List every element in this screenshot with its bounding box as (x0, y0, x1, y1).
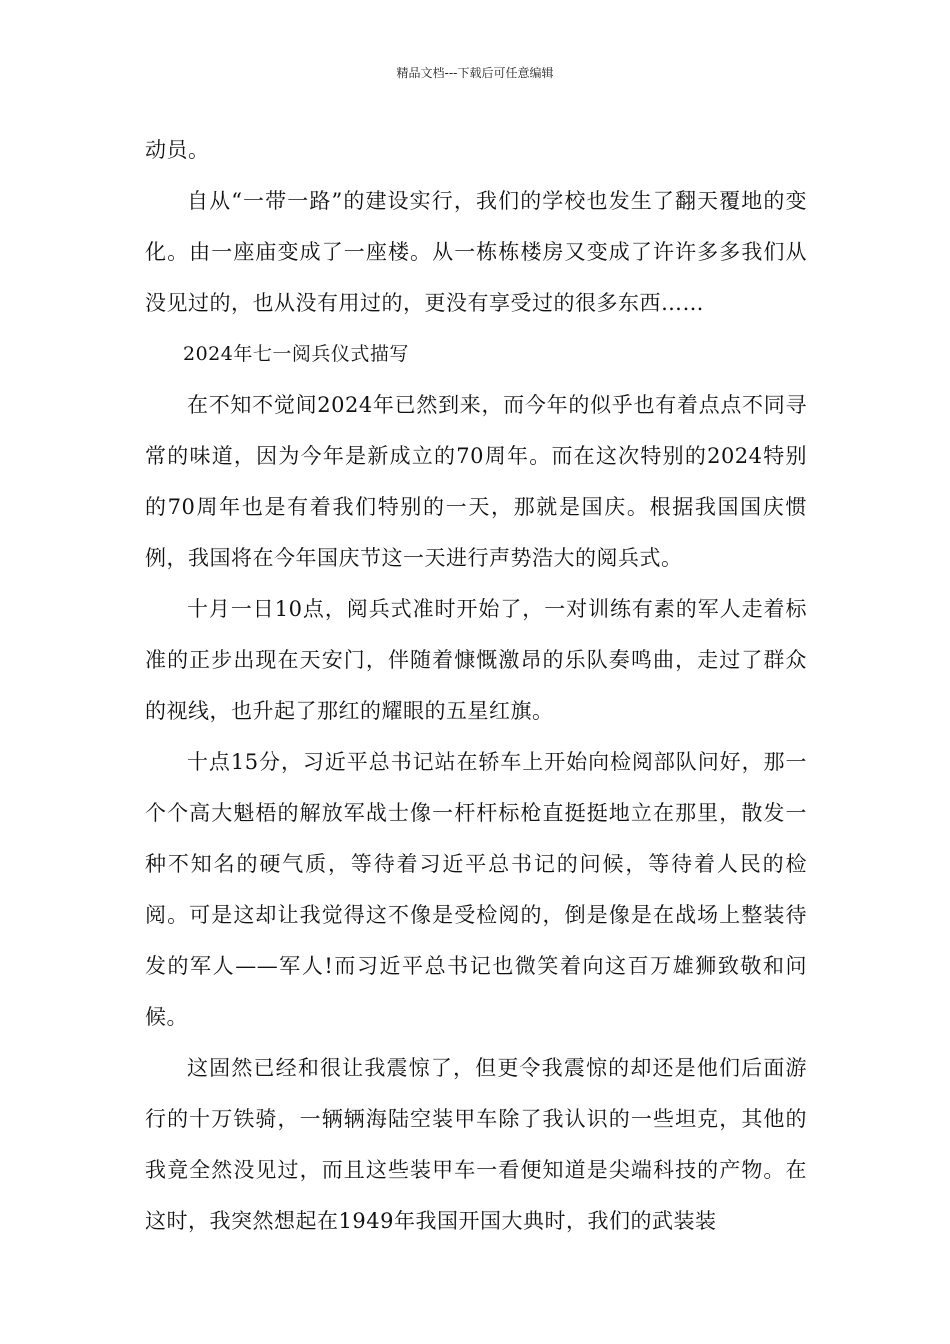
page-header: 精品文档---下载后可任意编辑 (396, 66, 554, 80)
paragraph-armored-vehicles: 这固然已经和很让我震惊了，但更令我震惊的却还是他们后面游行的十万铁骑，一辆辆海陆空装甲车除了我认识的一些坦克，其他的我竟全然没见过，而且这些装甲车一看便知道是尖端科技的产物。在这时，我突然想起在1949年我国开国大典时，我们的武装装 (145, 1056, 807, 1233)
paragraph-continuation: 动员。 (145, 138, 210, 162)
paragraph-inspection: 十点15分，习近平总书记站在轿车上开始向检阅部队问好，那一个个高大魁梧的解放军战士像一杆杆标枪直挺挺地立在那里，散发一种不知名的硬气质，等待着习近平总书记的问候，等待着人民的检阅。可是这却让我觉得这不像是受检阅的，倒是像是在战场上整装待发的军人——军人!而习近平总书记也微笑着向这百万雄狮致敬和问候。 (145, 750, 807, 1029)
section-heading: 2024年七一阅兵仪式描写 (183, 343, 409, 365)
document-body (145, 125, 807, 1247)
paragraph-belt-and-road: 自从“一带一路”的建设实行，我们的学校也发生了翻天覆地的变化。由一座庙变成了一座楼。从一栋栋楼房又变成了许许多多我们从没见过的，也从没有用过的，更没有享受过的很多东西…… (145, 189, 807, 315)
paragraph-ceremony-start: 十月一日10点，阅兵式准时开始了，一对训练有素的军人走着标准的正步出现在天安门，伴随着慷慨激昂的乐队奏鸣曲，走过了群众的视线，也升起了那红的耀眼的五星红旗。 (145, 597, 807, 723)
paragraph-intro: 在不知不觉间2024年已然到来，而今年的似乎也有着点点不同寻常的味道，因为今年是新成立的70周年。而在这次特别的2024特别的70周年也是有着我们特别的一天，那就是国庆。根据我国国庆惯例，我国将在今年国庆节这一天进行声势浩大的阅兵式。 (145, 393, 807, 570)
